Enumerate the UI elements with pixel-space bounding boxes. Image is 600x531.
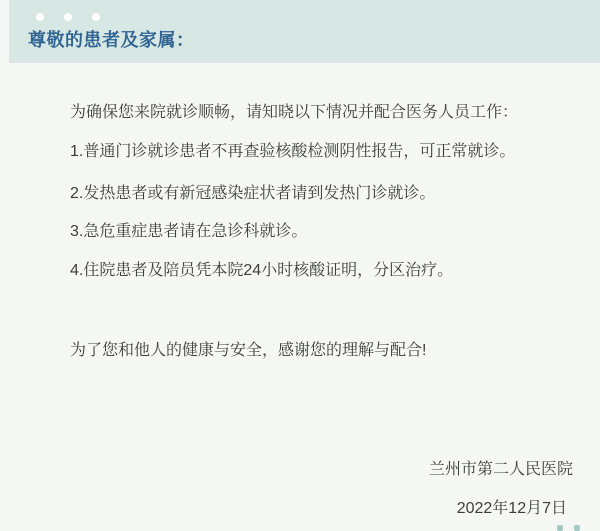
notice-title: 尊敬的患者及家属：	[28, 30, 195, 50]
notice-item-4: 4.住院患者及陪员凭本院24小时核酸证明，分区治疗。	[70, 262, 454, 279]
dot-icon	[36, 13, 44, 21]
dot-icon	[64, 13, 72, 21]
decorative-dots	[36, 13, 100, 21]
signature-date: 2022年12月7日	[456, 500, 567, 517]
intro-line: 为确保您来院就诊顺畅，请知晓以下情况并配合医务人员工作：	[70, 104, 519, 121]
corner-dot-icon	[574, 525, 580, 531]
closing-line: 为了您和他人的健康与安全，感谢您的理解与配合!	[70, 342, 427, 359]
header-band	[9, 0, 600, 63]
notice-item-2: 2.发热患者或有新冠感染症状者请到发热门诊就诊。	[70, 185, 436, 202]
dot-icon	[92, 13, 100, 21]
corner-dot-icon	[557, 525, 563, 531]
notice-item-3: 3.急危重症患者请在急诊科就诊。	[70, 223, 308, 240]
notice-item-1: 1.普通门诊就诊患者不再查验核酸检测阴性报告，可正常就诊。	[70, 143, 516, 160]
signature-hospital: 兰州市第二人民医院	[428, 461, 573, 478]
